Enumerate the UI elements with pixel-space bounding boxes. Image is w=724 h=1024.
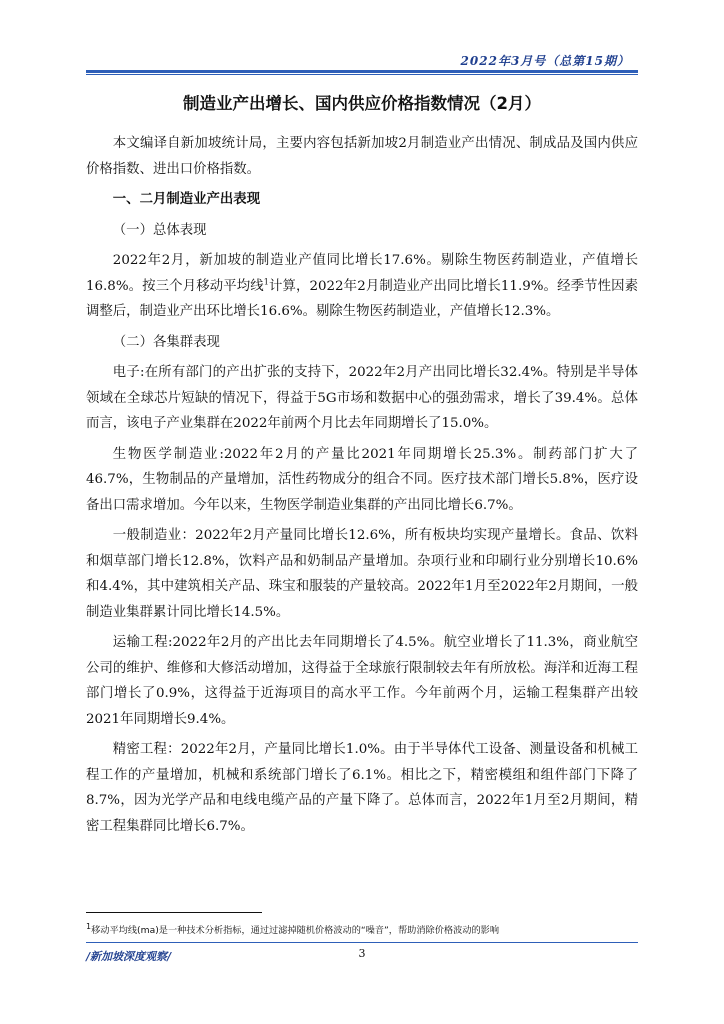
overall-text-part1: 2022年2月，新加坡的制造业产值同比增长17.6%。剔除生物医药制造业，产值增长16.8%。按三个月移动平均线 (86, 253, 638, 294)
page-title: 制造业产出增长、国内供应价格指数情况（2月） (183, 94, 541, 113)
footer-divider (86, 942, 638, 943)
page-number: 3 (358, 947, 366, 960)
article-body (86, 131, 638, 844)
cluster-paragraph-electronics: 电子:在所有部门的产出扩张的支持下，2022年2月产出同比增长32.4%。特别是半导体领域在全球芯片短缺的情况下，得益于5G市场和数据中心的强劲需求，增长了39.4%。总体而言，该电子产业集群在2022年前两个月比去年同期增长了15.0%。 (86, 365, 638, 431)
footnote-divider (86, 912, 262, 913)
subsection-heading-clusters: （二）各集群表现 (112, 334, 220, 350)
cluster-paragraph-transport: 运输工程:2022年2月的产出比去年同期增长了4.5%。航空业增长了11.3%，商业航空公司的维护、维修和大修活动增加，这得益于全球旅行限制较去年有所放松。海洋和近海工程部门增长了0.9%，这得益于近海项目的高水平工作。今年前两个月，运输工程集群产出较2021年同期增长9.4%。 (86, 635, 638, 727)
header-divider (86, 70, 638, 75)
section-heading: 一、二月制造业产出表现 (112, 192, 261, 207)
cluster-paragraph-precision: 精密工程：2022年2月，产量同比增长1.0%。由于半导体代工设备、测量设备和机械工程工作的产量增加，机械和系统部门增长了6.1%。相比之下，精密模组和组件部门下降了8.7%，因为光学产品和电线电缆产品的产量下降了。总体而言，2022年1月至2月期间，精密工程集群同比增长6.7%。 (86, 742, 638, 834)
footnote-reference: 1 (263, 277, 269, 287)
cluster-paragraph-biomedical: 生物医学制造业:2022年2月的产量比2021年同期增长25.3%。制药部门扩大了46.7%，生物制品的产量增加，活性药物成分的组合不同。医疗技术部门增长5.8%，医疗设备出口需求增加。今年以来，生物医学制造业集群的产出同比增长6.7%。 (86, 446, 638, 513)
subsection-heading-overall: （一）总体表现 (112, 222, 207, 238)
footnote (86, 922, 646, 936)
publication-name: /新加坡深度观察/ (86, 950, 172, 963)
footnote-text: 移动平均线(ma)是一种技术分析指标，通过过滤掉随机价格波动的“噪音”，帮助消除价格波动的影响 (91, 925, 500, 936)
issue-label: 2022年3月号（总第15期） (460, 54, 630, 68)
overall-paragraph (86, 248, 638, 325)
overall-text-part2: 计算，2022年2月制造业产出同比增长11.9%。经季节性因素调整后，制造业产出环比增长16.6%。剔除生物医药制造业，产值增长12.3%。 (86, 278, 638, 319)
intro-paragraph: 本文编译自新加坡统计局，主要内容包括新加坡2月制造业产出情况、制成品及国内供应价格指数、进出口价格指数。 (86, 136, 638, 177)
footnote-mark: 1 (86, 921, 92, 931)
cluster-paragraph-general: 一般制造业：2022年2月产量同比增长12.6%，所有板块均实现产量增长。食品、饮料和烟草部门增长12.8%，饮料产品和奶制品产量增加。杂项行业和印刷行业分别增长10.6%和4.4%，其中建筑相关产品、珠宝和服装的产量较高。2022年1月至2022年2月期间，一般制造业集群累计同比增长14.5%。 (86, 528, 638, 620)
